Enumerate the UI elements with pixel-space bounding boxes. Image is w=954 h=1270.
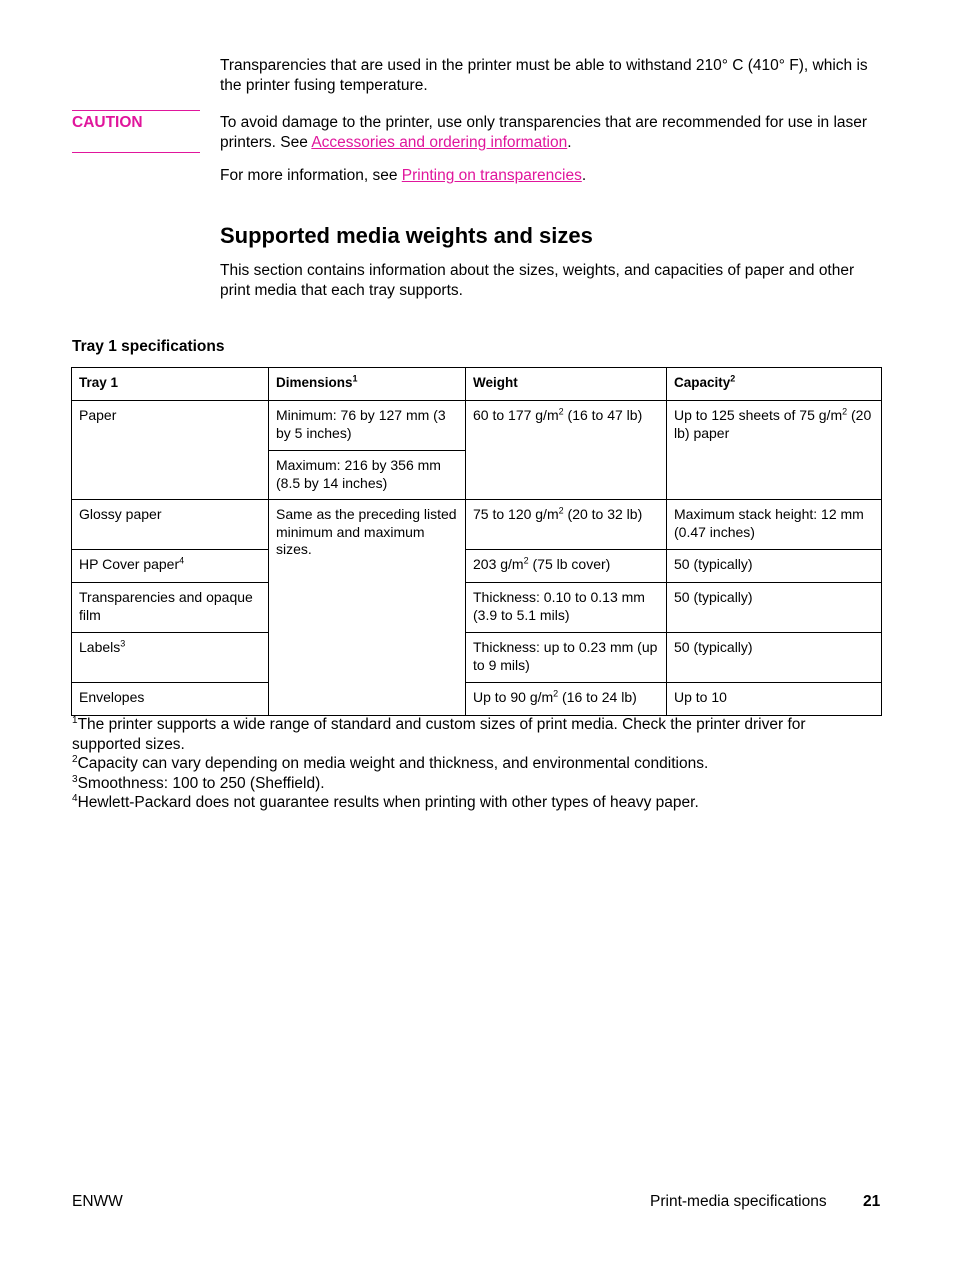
paper-weight-b: (16 to 47 lb) — [563, 407, 643, 423]
same-dimensions-text: Same as the preceding listed minimum and maximum sizes. — [276, 506, 457, 557]
row-paper-dim-max — [268, 450, 466, 500]
header-weight-label: Weight — [473, 375, 518, 390]
row-envelopes-capacity — [666, 682, 882, 716]
cover-name: HP Cover paper — [79, 556, 180, 572]
paper-capacity-b: (20 lb) paper — [674, 407, 872, 441]
row-labels-capacity — [666, 632, 882, 683]
section-description: This section contains information about the sizes, weights, and capacities of paper and other print media that each tray supports. — [220, 262, 855, 299]
row-envelopes-name — [71, 682, 269, 716]
labels-capacity: 50 (typically) — [674, 639, 753, 655]
glossy-weight-sup: 2 — [558, 505, 564, 516]
footer-doc-code: ENWW — [72, 1193, 123, 1210]
caution-text-lead: To avoid damage to the printer, use only transparencies that are recommended for use in laser printers. See — [220, 114, 868, 151]
glossy-weight-a: 75 to 120 g/m — [473, 506, 559, 522]
glossy-weight-b: (20 to 32 lb) — [563, 506, 643, 522]
footer-section-name: Print-media specifications — [650, 1193, 827, 1210]
labels-name: Labels — [79, 639, 121, 655]
paper-weight-sup: 2 — [558, 406, 564, 417]
header-dimensions — [268, 367, 466, 401]
row-transparencies-name — [71, 582, 269, 633]
section-title: Supported media weights and sizes — [220, 223, 593, 248]
transparency-temperature-note: Transparencies that are used in the printer must be able to withstand 210° C (410° F), which is the printer fusing temperature. — [220, 57, 868, 94]
tray-heading: Tray 1 specifications — [72, 338, 225, 355]
paper-capacity-sup: 2 — [842, 406, 848, 417]
cover-capacity: 50 (typically) — [674, 556, 753, 572]
cover-weight-b: (75 lb cover) — [528, 556, 611, 572]
envelopes-name: Envelopes — [79, 689, 145, 705]
envelopes-weight-a: Up to 90 g/m — [473, 689, 554, 705]
envelopes-capacity: Up to 10 — [674, 689, 727, 705]
printing-transparencies-link[interactable]: Printing on transparencies — [401, 167, 582, 184]
paper-dim-max: Maximum: 216 by 356 mm (8.5 by 14 inches) — [276, 457, 441, 491]
row-cover-capacity — [666, 549, 882, 583]
row-transparencies-capacity — [666, 582, 882, 633]
paper-weight-a: 60 to 177 g/m — [473, 407, 559, 423]
envelopes-weight-sup: 2 — [553, 688, 559, 699]
footnote-1-text: The printer supports a wide range of standard and custom sizes of print media. Check the printer driver for supported sizes. — [72, 716, 806, 753]
footnote-4-text: Hewlett-Packard does not guarantee results when printing with other types of heavy paper. — [77, 794, 699, 811]
labels-name-sup: 3 — [120, 638, 126, 649]
footnote-3-text: Smoothness: 100 to 250 (Sheffield). — [77, 774, 325, 792]
more-info-end: . — [581, 167, 587, 184]
tray1-spec-table — [71, 367, 882, 716]
header-tray — [71, 367, 269, 401]
more-info-text — [220, 166, 880, 186]
row-same-dimensions — [268, 499, 466, 716]
header-dimensions-sup: 1 — [352, 373, 358, 384]
row-paper-dim-min — [268, 400, 466, 451]
caution-label: CAUTION — [72, 114, 143, 131]
row-labels-weight — [465, 632, 667, 683]
labels-weight: Thickness: up to 0.23 mm (up to 9 mils) — [473, 639, 658, 673]
paper-capacity-a: Up to 125 sheets of 75 g/m — [674, 407, 843, 423]
glossy-capacity: Maximum stack height: 12 mm (0.47 inches) — [674, 506, 864, 540]
accessories-ordering-link[interactable]: Accessories and ordering information — [311, 134, 568, 151]
footnote-4 — [72, 793, 872, 813]
header-dimensions-label: Dimensions — [276, 375, 353, 390]
footnotes — [72, 715, 872, 813]
cover-weight-sup: 2 — [523, 555, 529, 566]
caution-text — [220, 113, 880, 153]
header-capacity — [666, 367, 882, 401]
row-glossy-name — [71, 499, 269, 550]
header-capacity-label: Capacity — [674, 375, 731, 390]
cover-weight-a: 203 g/m — [473, 556, 524, 572]
page-number: 21 — [863, 1193, 881, 1210]
row-paper-capacity — [666, 400, 882, 500]
row-envelopes-weight — [465, 682, 667, 716]
header-capacity-sup: 2 — [730, 373, 736, 384]
footnote-2 — [72, 754, 872, 774]
footnote-1 — [72, 715, 872, 754]
caution-text-end: . — [567, 134, 572, 151]
row-paper-weight — [465, 400, 667, 500]
header-weight — [465, 367, 667, 401]
row-glossy-capacity — [666, 499, 882, 550]
footnote-3-num: 3 — [72, 773, 78, 785]
transparencies-weight: Thickness: 0.10 to 0.13 mm (3.9 to 5.1 mils) — [473, 589, 645, 623]
paper-name: Paper — [79, 407, 117, 423]
envelopes-weight-b: (16 to 24 lb) — [558, 689, 637, 705]
footnote-3 — [72, 774, 872, 794]
glossy-name: Glossy paper — [79, 506, 162, 522]
paper-dim-min: Minimum: 76 by 127 mm (3 by 5 inches) — [276, 407, 446, 441]
cover-name-sup: 4 — [179, 555, 185, 566]
row-glossy-weight — [465, 499, 667, 550]
header-tray-label: Tray 1 — [79, 375, 119, 390]
footnote-2-num: 2 — [72, 753, 78, 765]
footnote-1-num: 1 — [72, 714, 78, 726]
caution-top-rule — [72, 110, 200, 111]
row-cover-name — [71, 549, 269, 583]
footnote-2-text: Capacity can vary depending on media weight and thickness, and environmental conditions. — [77, 755, 709, 772]
more-info-lead: For more information, see — [220, 167, 402, 184]
caution-bottom-rule — [72, 152, 200, 153]
row-transparencies-weight — [465, 582, 667, 633]
row-labels-name — [71, 632, 269, 683]
transparencies-capacity: 50 (typically) — [674, 589, 753, 605]
row-paper-name — [71, 400, 269, 500]
footnote-4-num: 4 — [72, 792, 78, 804]
row-cover-weight — [465, 549, 667, 583]
transparencies-name: Transparencies and opaque film — [79, 589, 253, 623]
